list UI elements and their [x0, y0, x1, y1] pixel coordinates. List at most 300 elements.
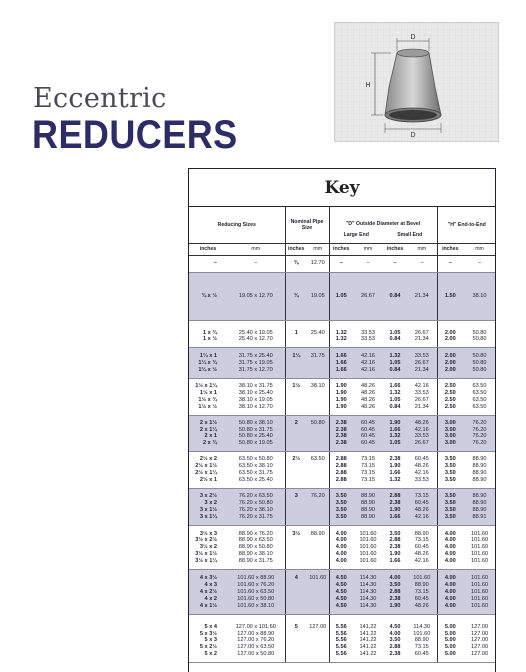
table-cell: 88.90 [353, 488, 383, 499]
table-cell: 127.00 x 63.50 [237, 644, 275, 651]
unit-cell: inches [189, 243, 227, 255]
table-cell: 76.20 x 63.50 [227, 488, 285, 499]
table-cell: 0.84 [383, 367, 407, 378]
table-cell: 88.90 [407, 582, 437, 589]
table-cell: 127.00 [470, 630, 489, 637]
table-cell: 3.50 [437, 507, 463, 514]
table-cell: 1.66 [383, 558, 407, 569]
table-cell: 48.26 [361, 383, 375, 390]
table-cell: 1.50 [437, 272, 463, 320]
table-cell: 19.05 x 12.70 [227, 272, 285, 320]
table-cell: 5.56 [329, 614, 353, 630]
table-cell: 50.80 [463, 367, 496, 378]
table-cell: 60.45 [353, 433, 383, 440]
table-cell [285, 360, 307, 367]
table-cell: 73.15 [407, 488, 437, 499]
table-cell: 88.90 [463, 507, 496, 514]
table-cell [307, 544, 329, 551]
table-cell: 4.00 [437, 525, 463, 537]
table-row [189, 272, 496, 320]
table-cell: 42.16 [407, 427, 437, 434]
table-cell: 0.84 [383, 404, 407, 415]
table-cell: 2.38 [329, 440, 353, 451]
table-row [189, 525, 496, 537]
eccentric-reducer-drawing [335, 23, 500, 143]
table-cell [285, 404, 307, 415]
table-cell: 1.32 [383, 348, 407, 360]
table-cell: 1.66 [329, 360, 353, 367]
table-cell: 141.22 [353, 651, 383, 662]
table-cell: 5.00 [437, 614, 463, 630]
table-cell: 101.60 [470, 544, 489, 551]
table-cell: 50.80 [463, 360, 496, 367]
table-cell: 42.16 [414, 470, 429, 477]
table-cell: 1.32 [383, 477, 407, 488]
table-cell: ⅜ [285, 255, 307, 272]
table-cell: 48.26 [407, 415, 437, 426]
table-cell: 101.60 [463, 596, 496, 603]
row-group [189, 525, 496, 570]
table-cell: 3.50 [329, 488, 353, 499]
table-cell: 76.20 [463, 433, 496, 440]
table-cell: 88.90 [472, 456, 487, 463]
table-cell [307, 651, 329, 662]
table-cell: 2.38 [329, 427, 353, 434]
table-row [189, 589, 496, 596]
diagram-label-side: H [365, 82, 371, 89]
table-cell: 3½ x 2 [199, 544, 217, 551]
table-cell: 26.67 [353, 272, 383, 320]
table-cell: 127.00 [470, 623, 489, 630]
table-cell: 2½ x 1½ [195, 463, 217, 470]
table-cell: 127.00 x 101.60 [235, 623, 276, 630]
table-cell: 33.53 [407, 433, 437, 440]
table-cell: 60.45 [353, 427, 383, 434]
table-cell: ¾ x ½ [189, 272, 227, 320]
table-cell: 2½ x 1¼ [195, 470, 217, 477]
table-cell: 4.00 [437, 596, 463, 603]
table-cell: 60.45 [407, 651, 437, 662]
table-cell [285, 427, 307, 434]
table-cell: 4.50 [329, 582, 353, 589]
table-cell [307, 500, 329, 507]
table-row [189, 537, 496, 544]
table-cell: 33.53 [407, 477, 437, 488]
table-cell: 88.90 [353, 507, 383, 514]
title-reducers: REDUCERS [32, 113, 238, 157]
table-cell: 1¼ [285, 348, 307, 360]
table-cell: 2.88 [383, 488, 407, 499]
unit-cell: mm [407, 243, 437, 255]
table-cell: 1.32 [329, 320, 353, 336]
table-cell: 3 x 2½ [189, 488, 227, 499]
table-cell: 3.50 [329, 507, 353, 514]
table-cell: 25.40 x 12.70 [227, 336, 285, 347]
key-title: Key [189, 169, 495, 207]
table-cell [307, 336, 329, 347]
table-cell: 141.22 [359, 630, 377, 637]
table-cell: – [353, 255, 383, 272]
row-group [189, 570, 496, 615]
table-cell: 2.00 [437, 336, 463, 347]
table-cell: 31.75 [307, 348, 329, 360]
table-cell: 88.90 [353, 514, 383, 525]
table-cell [307, 390, 329, 397]
row-group [189, 272, 496, 320]
table-row [189, 452, 496, 463]
table-cell: 4.00 [437, 544, 463, 551]
table-cell: 3.00 [437, 427, 463, 434]
table-row [189, 596, 496, 603]
table-cell: 2.50 [437, 404, 463, 415]
table-row [189, 477, 496, 488]
table-cell [285, 500, 307, 507]
table-cell: 4.00 [437, 589, 463, 596]
table-cell: 3.00 [437, 415, 463, 426]
table-cell: 127.00 [470, 644, 489, 651]
table-cell: 2.88 [389, 537, 401, 544]
table-cell: 3 x 1½ [189, 507, 227, 514]
unit-cell: mm [227, 243, 285, 255]
table-cell: 50.80 x 31.75 [227, 427, 285, 434]
table-cell: 101.60 [353, 558, 383, 569]
table-cell: 48.26 [407, 507, 437, 514]
table-cell: 2½ x 2 [199, 456, 217, 463]
table-cell: 2.38 [383, 651, 407, 662]
table-cell: 21.34 [407, 367, 437, 378]
row-group [189, 348, 496, 379]
table-cell: 25.40 x 19.05 [238, 329, 273, 336]
table-cell: 88.90 [414, 637, 429, 644]
table-cell [307, 637, 329, 644]
row-group [189, 255, 496, 272]
table-cell: 5.00 [437, 637, 463, 644]
table-row [189, 336, 496, 347]
table-cell: 3.50 [437, 470, 463, 477]
table-cell: 1.90 [389, 551, 401, 558]
table-cell: 3½ x 1¼ [189, 558, 227, 569]
table-cell: 1½ [285, 379, 307, 390]
table-cell [307, 360, 329, 367]
table-cell: 2½ [285, 452, 307, 463]
table-cell: 63.50 [472, 383, 487, 390]
table-cell: 48.26 [414, 551, 429, 558]
table-cell: – [407, 255, 437, 272]
table-cell: 2.38 [389, 544, 401, 551]
table-cell: 4.50 [329, 603, 353, 614]
table-cell: 1½ x 1 [199, 389, 217, 396]
table-cell: 48.26 [407, 603, 437, 614]
table-row [189, 582, 496, 589]
header-nominal-pipe-size: Nominal Pipe Size [285, 207, 329, 243]
table-cell: 1.90 [329, 397, 353, 404]
table-cell: 38.10 x 25.40 [238, 389, 273, 396]
table-cell: 101.60 x 38.10 [227, 603, 285, 614]
table-cell: 2.50 [437, 379, 463, 390]
reducer-table [189, 207, 496, 663]
table-cell: 101.60 [463, 603, 496, 614]
table-cell: 5.00 [437, 651, 463, 662]
table-cell: 88.90 [463, 500, 496, 507]
row-group [189, 379, 496, 416]
table-cell: 48.26 [414, 463, 429, 470]
table-cell: 3.00 [437, 433, 463, 440]
table-cell: 2 [285, 415, 307, 426]
table-cell: 2.00 [437, 320, 463, 336]
table-cell: 88.90 x 50.80 [238, 544, 273, 551]
table-cell: 1.66 [329, 367, 353, 378]
table-cell: 141.22 [359, 644, 377, 651]
table-cell [307, 404, 329, 415]
table-cell: 33.53 [407, 348, 437, 360]
table-cell: 21.34 [407, 272, 437, 320]
row-group [189, 415, 496, 452]
table-cell: 101.60 [463, 570, 496, 582]
table-cell: 101.60 [359, 551, 377, 558]
table-cell: 101.60 [463, 589, 496, 596]
table-cell: 2.38 [329, 433, 353, 440]
table-row [189, 440, 496, 451]
table-cell: 19.05 [307, 272, 329, 320]
table-row [189, 463, 496, 470]
table-cell: 3½ x 1½ [195, 551, 217, 558]
table-cell: 5.00 [437, 644, 463, 651]
table-cell: 4 x 2 [189, 596, 227, 603]
table-cell [307, 367, 329, 378]
table-cell: 42.16 [353, 360, 383, 367]
table-cell: 33.53 [361, 329, 375, 336]
table-cell [307, 582, 329, 589]
table-cell [307, 644, 329, 651]
table-cell: 21.34 [407, 404, 437, 415]
table-cell: 114.30 [353, 570, 383, 582]
table-cell: 73.15 [407, 589, 437, 596]
table-row [189, 570, 496, 582]
table-cell: 127.00 [309, 623, 327, 630]
table-cell: 1½ x ¾ [198, 396, 217, 403]
table-cell: 141.22 [359, 623, 377, 630]
table-cell: 26.67 [414, 329, 429, 336]
table-cell: 31.75 x 19.05 [227, 360, 285, 367]
table-cell [285, 544, 307, 551]
table-cell: 38.10 x 19.05 [238, 396, 273, 403]
table-cell: 1.66 [329, 348, 353, 360]
dimension-table [188, 168, 496, 672]
table-row [189, 404, 496, 415]
table-cell: 3.00 [437, 440, 463, 451]
table-cell: 42.16 [353, 367, 383, 378]
table-cell: 2.50 [437, 397, 463, 404]
table-cell: 101.60 [470, 551, 489, 558]
table-cell [285, 551, 307, 558]
table-cell: 63.50 [310, 456, 325, 463]
table-cell: 88.90 [472, 470, 487, 477]
table-cell: 88.90 [310, 530, 325, 537]
table-row [189, 558, 496, 569]
table-cell: 63.50 [472, 389, 487, 396]
table-cell [307, 558, 329, 569]
table-cell [307, 596, 329, 603]
table-cell: 5.56 [329, 631, 353, 638]
table-row [189, 470, 496, 477]
table-cell: 1.90 [383, 507, 407, 514]
table-cell [285, 507, 307, 514]
table-cell [285, 477, 307, 488]
table-row [189, 433, 496, 440]
table-cell: 1.90 [329, 404, 353, 415]
row-group [189, 320, 496, 348]
table-cell: 141.22 [359, 637, 377, 644]
table-cell: 3½ x 2½ [195, 537, 217, 544]
table-cell: 60.45 [407, 596, 437, 603]
table-cell: 4.00 [437, 551, 463, 558]
table-cell: 1 [285, 320, 307, 336]
table-cell [285, 514, 307, 525]
table-cell: 2.38 [383, 500, 407, 507]
table-cell: 31.75 x 12.70 [227, 367, 285, 378]
table-cell [307, 514, 329, 525]
table-cell: – [227, 255, 285, 272]
table-cell: 2.00 [437, 367, 463, 378]
diagram-label-top: D [410, 34, 416, 41]
table-cell: 33.53 [414, 389, 429, 396]
table-cell: 60.45 [414, 456, 429, 463]
header-h-end-to-end: "H" End-to-End [437, 207, 496, 243]
table-cell [285, 336, 307, 347]
table-cell: 101.60 [307, 570, 329, 582]
table-cell: 2.88 [383, 589, 407, 596]
table-cell: 3.50 [329, 500, 353, 507]
table-cell: 5.56 [329, 637, 353, 644]
table-cell [285, 603, 307, 614]
table-cell [307, 589, 329, 596]
table-cell: 4 [285, 570, 307, 582]
table-cell: 114.30 [413, 623, 431, 630]
table-cell: 60.45 [407, 500, 437, 507]
table-cell: 88.90 x 38.10 [238, 551, 273, 558]
table-cell [307, 631, 329, 638]
table-row [189, 551, 496, 558]
table-cell: 26.67 [407, 360, 437, 367]
table-cell [307, 470, 329, 477]
table-cell: 2.88 [329, 470, 353, 477]
table-cell: 63.50 x 38.10 [238, 463, 273, 470]
table-cell [307, 433, 329, 440]
table-cell: 2.88 [329, 477, 353, 488]
table-cell: 76.20 [463, 440, 496, 451]
table-cell: 3.50 [437, 463, 463, 470]
table-cell: 1½ x ½ [189, 404, 227, 415]
table-cell [285, 367, 307, 378]
table-cell: 2 x 1¼ [189, 427, 227, 434]
unit-cell: inches [437, 243, 463, 255]
table-row [189, 651, 496, 662]
table-cell: 88.90 x 76.20 [238, 530, 273, 537]
table-cell: 88.90 [463, 477, 496, 488]
table-cell: 1.05 [389, 396, 401, 403]
table-cell: 1.05 [329, 272, 353, 320]
table-cell: 1 x ¾ [203, 329, 217, 336]
table-cell: 1¼ x ½ [189, 367, 227, 378]
table-cell: 1½ x 1¼ [195, 383, 217, 390]
table-cell: 48.26 [361, 389, 375, 396]
table-cell: 101.60 x 76.20 [227, 582, 285, 589]
table-cell [285, 651, 307, 662]
table-cell: 4.00 [389, 630, 401, 637]
table-cell: 42.16 [414, 383, 429, 390]
table-row [189, 644, 496, 651]
table-cell: 1¼ x ¾ [189, 360, 227, 367]
table-cell [285, 470, 307, 477]
table-cell: – [463, 255, 496, 272]
table-cell: 4.00 [329, 551, 353, 558]
table-cell: 26.67 [414, 396, 429, 403]
table-cell: 3 x 2 [189, 500, 227, 507]
table-cell: 4.00 [437, 582, 463, 589]
table-row [189, 348, 496, 360]
table-cell: 50.80 x 38.10 [227, 415, 285, 426]
table-cell: 3.50 [437, 477, 463, 488]
row-group [189, 452, 496, 489]
table-cell: 101.60 [413, 630, 431, 637]
table-cell: 101.60 [470, 537, 489, 544]
table-cell: 1.05 [383, 440, 407, 451]
table-cell: 3.50 [437, 488, 463, 499]
table-cell: 114.30 [353, 589, 383, 596]
table-cell: 3.50 [383, 582, 407, 589]
table-cell [285, 558, 307, 569]
table-cell: 88.90 [463, 488, 496, 499]
table-cell: – [329, 255, 353, 272]
table-row [189, 415, 496, 426]
table-cell: 101.60 [463, 558, 496, 569]
table-cell: 73.15 [361, 470, 375, 477]
header-large-end: Large End [329, 227, 383, 243]
table-row [189, 255, 496, 272]
table-cell [307, 397, 329, 404]
table-row [189, 500, 496, 507]
table-cell: 2.00 [437, 360, 463, 367]
table-cell: 1.66 [389, 383, 401, 390]
table-cell: 4.50 [329, 596, 353, 603]
table-cell: 1 x ½ [189, 336, 227, 347]
table-row [189, 507, 496, 514]
table-cell: 60.45 [353, 415, 383, 426]
table-cell: 1.66 [389, 470, 401, 477]
table-cell: 76.20 [463, 427, 496, 434]
table-cell: 38.10 [310, 383, 325, 390]
table-cell: 88.90 [414, 530, 429, 537]
table-cell: – [189, 255, 227, 272]
table-cell: 73.15 [361, 456, 375, 463]
table-cell [285, 582, 307, 589]
table-cell: 63.50 x 50.80 [238, 456, 273, 463]
table-cell: 42.16 [353, 348, 383, 360]
table-cell: 63.50 x 25.40 [227, 477, 285, 488]
table-cell: 114.30 [353, 582, 383, 589]
unit-cell: inches [383, 243, 407, 255]
table-cell: – [383, 255, 407, 272]
table-cell: 101.60 [407, 570, 437, 582]
table-cell: 1.05 [389, 329, 401, 336]
table-row [189, 379, 496, 390]
table-cell: 2.00 [437, 348, 463, 360]
table-cell: 48.26 [361, 396, 375, 403]
table-cell: 42.16 [407, 514, 437, 525]
table-cell: ¾ [285, 272, 307, 320]
table-cell: 26.67 [407, 440, 437, 451]
table-cell: 4.50 [329, 570, 353, 582]
